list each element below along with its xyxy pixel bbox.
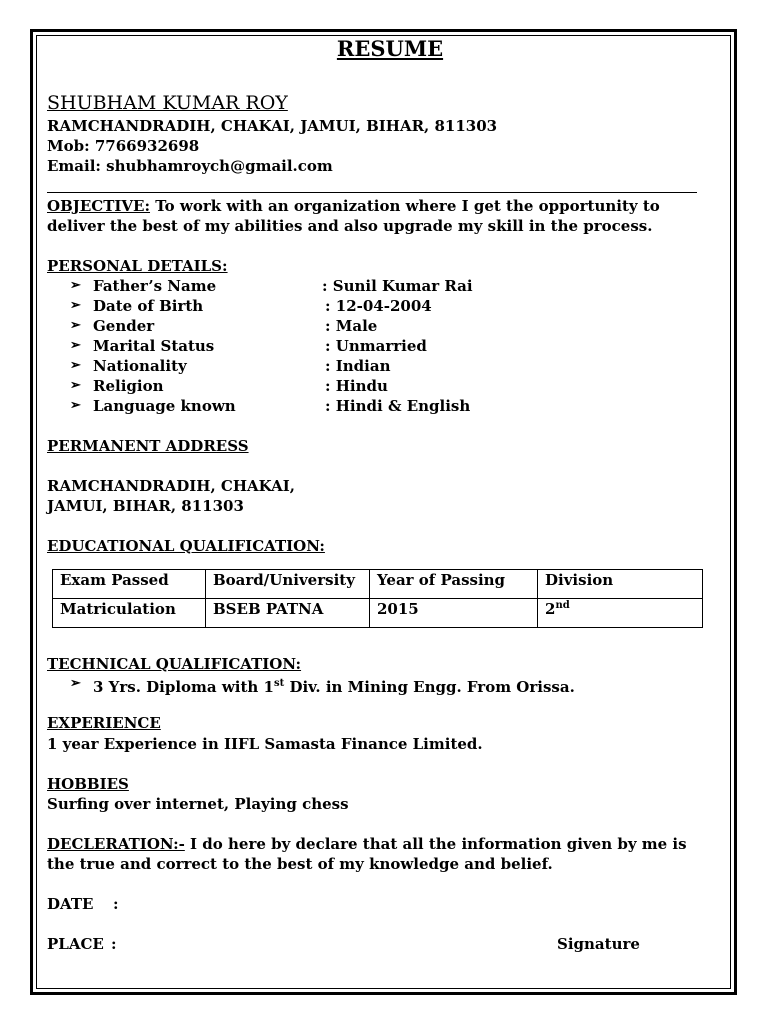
declaration-section <box>47 834 717 874</box>
declaration-text: I do here by declare that all the information given by me is the true and correct to the best of my knowledge and belief. <box>47 835 687 873</box>
personal-detail-value: : 12-04-2004 <box>325 297 432 315</box>
experience-text: 1 year Experience in IIFL Samasta Finance Limited. <box>47 735 483 753</box>
personal-detail-label: Nationality <box>93 357 187 375</box>
technical-text-pre: 3 Yrs. Diploma with 1 <box>93 678 274 696</box>
arrow-bullet-icon: ➢ <box>70 318 81 333</box>
place-label: PLACE <box>47 935 104 953</box>
signature-label: Signature <box>557 935 640 953</box>
table-cell-year: 2015 <box>370 599 538 628</box>
date-colon: : <box>113 895 119 913</box>
table-header-cell: Division <box>538 570 703 599</box>
table-cell-exam: Matriculation <box>53 599 206 628</box>
education-table <box>52 569 703 628</box>
table-row <box>53 599 703 628</box>
hobbies-heading: HOBBIES <box>47 775 129 793</box>
table-cell-division <box>538 599 703 628</box>
permanent-address-line2: JAMUI, BIHAR, 811303 <box>47 497 244 515</box>
division-value: 2 <box>545 600 556 618</box>
objective-text: To work with an organization where I get the opportunity to deliver the best of my abilities and also upgrade my skill in the process. <box>47 197 660 235</box>
date-label: DATE <box>47 895 94 913</box>
division-suffix: nd <box>555 600 570 611</box>
personal-detail-label: Date of Birth <box>93 297 204 315</box>
permanent-address-line1: RAMCHANDRADIH, CHAKAI, <box>47 477 295 495</box>
personal-detail-value: : Hindu <box>325 377 388 395</box>
personal-detail-label: Religion <box>93 377 164 395</box>
objective-section <box>47 196 717 236</box>
declaration-heading: DECLERATION:- <box>47 835 185 853</box>
objective-heading: OBJECTIVE: <box>47 197 151 215</box>
technical-text-post: Div. in Mining Engg. From Orissa. <box>284 678 575 696</box>
candidate-name: SHUBHAM KUMAR ROY <box>47 92 288 114</box>
contact-mobile: Mob: 7766932698 <box>47 137 200 155</box>
table-cell-board: BSEB PATNA <box>206 599 370 628</box>
experience-heading: EXPERIENCE <box>47 714 161 732</box>
personal-detail-label: Father’s Name <box>93 277 217 295</box>
permanent-address-heading: PERMANENT ADDRESS <box>47 437 249 455</box>
personal-detail-label: Gender <box>93 317 155 335</box>
personal-detail-value: : Indian <box>325 357 391 375</box>
technical-heading: TECHNICAL QUALIFICATION: <box>47 655 302 673</box>
arrow-bullet-icon: ➢ <box>70 298 81 313</box>
personal-detail-label: Language known <box>93 397 236 415</box>
arrow-bullet-icon: ➢ <box>70 358 81 373</box>
place-colon: : <box>111 935 117 953</box>
arrow-bullet-icon: ➢ <box>70 278 81 293</box>
divider-line <box>47 192 697 193</box>
personal-detail-value: : Unmarried <box>325 337 427 355</box>
arrow-bullet-icon: ➢ <box>70 676 81 691</box>
resume-title: RESUME <box>336 36 444 61</box>
arrow-bullet-icon: ➢ <box>70 338 81 353</box>
personal-detail-value: : Hindi & English <box>325 397 471 415</box>
education-heading: EDUCATIONAL QUALIFICATION: <box>47 537 325 555</box>
personal-details-heading: PERSONAL DETAILS: <box>47 257 228 275</box>
arrow-bullet-icon: ➢ <box>70 378 81 393</box>
personal-detail-value: : Sunil Kumar Rai <box>322 277 473 295</box>
contact-email: Email: shubhamroych@gmail.com <box>47 157 333 175</box>
personal-detail-value: : Male <box>325 317 378 335</box>
technical-item <box>93 674 575 697</box>
table-header-cell: Board/University <box>206 570 370 599</box>
hobbies-text: Surfing over internet, Playing chess <box>47 795 349 813</box>
technical-sup: st <box>273 678 285 689</box>
table-header-cell: Exam Passed <box>53 570 206 599</box>
contact-address: RAMCHANDRADIH, CHAKAI, JAMUI, BIHAR, 811303 <box>47 117 498 135</box>
table-header-row <box>53 570 703 599</box>
personal-detail-label: Marital Status <box>93 337 215 355</box>
arrow-bullet-icon: ➢ <box>70 398 81 413</box>
table-header-cell: Year of Passing <box>370 570 538 599</box>
